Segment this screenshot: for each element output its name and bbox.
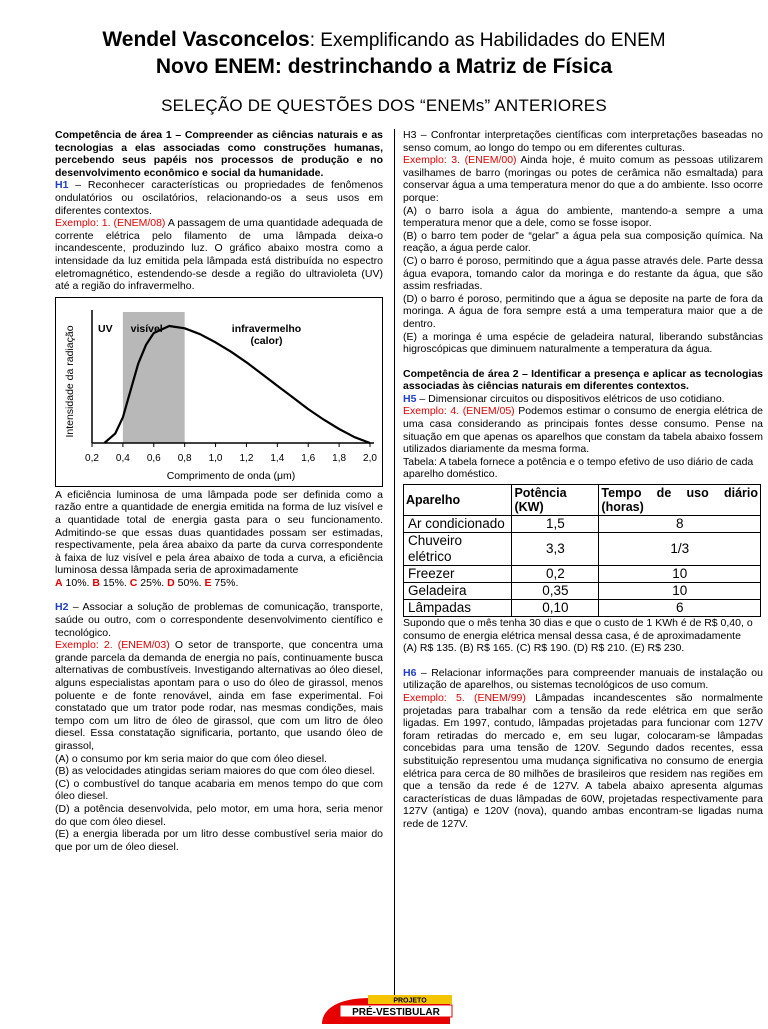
right-column [403, 129, 763, 831]
x-tick-label: 0,4 [115, 452, 130, 464]
option-text: 15%. [99, 576, 130, 589]
example-1-continuation: A eficiência luminosa de uma lâmpada pode ser definida como a razão entre a quantidade de energia emitida na forma de luz visível e a quantidade total de energia gasta para o seu funcionamento. Admitindo-se que essas duas quantidades possam ser estimadas, respectivamente, pela área abaixo da parte da curva correspondente à faixa de luz visível e pela área abaixo de toda a curva, a eficiência luminosa dessa lâmpada seria de aproximadamente [55, 488, 383, 577]
table-cell: 6 [599, 600, 761, 617]
example-4-options: (A) R$ 135. (B) R$ 165. (C) R$ 190. (D) R$ 210. (E) R$ 230. [403, 642, 685, 655]
table-cell: Chuveiro elétrico [404, 533, 512, 566]
competence-1: Competência de área 1 – Compreender as ciências naturais e as tecnologias a elas associadas como construções humanas, percebendo seus papéis nos processos de produção e no desenvolvimento econômico e social da humanidade. [55, 129, 383, 179]
table-cell: 1/3 [599, 533, 761, 566]
h2-paragraph [55, 601, 383, 639]
table-row [404, 533, 761, 566]
h3-paragraph: H3 – Confrontar interpretações científicas com interpretações baseadas no senso comum, ao longo do tempo ou em diferentes culturas. [403, 129, 763, 154]
column-divider [394, 129, 395, 1022]
table-cell: Lâmpadas [404, 600, 512, 617]
example-3-option-e: (E) a moringa é uma espécie de geladeira natural, liberando substâncias higroscópicas que diminuem naturalmente a temperatura da água. [403, 330, 763, 356]
example-1-options [55, 577, 383, 590]
table-cell: 3,3 [512, 533, 599, 566]
x-tick-label: 1,0 [208, 452, 223, 464]
table-header-time: Tempo de uso diário (horas) [599, 485, 761, 516]
table-cell: 0,10 [512, 600, 599, 617]
infrared-label: infravermelho [231, 322, 302, 335]
table-row [404, 566, 761, 583]
spectrum-chart [55, 297, 383, 487]
y-axis-label: Intensidade da radiação [64, 325, 76, 438]
example-3-option-b: (B) o barro tem poder de “gelar” a água pela sua composição química. Na reação, a água perde calor. [403, 229, 763, 255]
table-header-row [404, 485, 761, 516]
option-text: 50%. [174, 576, 205, 589]
example-2-text: O setor de transporte, que concentra uma grande parcela da demanda de energia no país, continuamente busca alternativas de combustíveis. Investigando alternativas ao óleo diesel, alguns especialistas apontam para o uso do óleo de girassol, menos poluente e de fonte renovável, ainda em fase experimental. Foi constatado que um trator pode rodar, nas mesmas condições, mais tempo com um litro de óleo de girassol, que com um litro de óleo diesel. Essa constatação significaria, portanto, que usando óleo de girassol, [55, 639, 384, 752]
x-tick-label: 0,2 [85, 452, 99, 464]
h5-label: H5 [403, 392, 417, 405]
logo-top-text: PROJETO [393, 997, 427, 1005]
x-tick-label: 1,6 [301, 452, 316, 464]
example-1 [55, 217, 383, 293]
table-cell: Freezer [404, 566, 512, 583]
h1-label: H1 [55, 179, 69, 192]
example-2-option-b: (B) as velocidades atingidas seriam maiores do que com óleo diesel. [55, 765, 375, 778]
header-author-line [0, 28, 768, 53]
h1-text: – Reconhecer características ou propriedades de fenômenos ondulatórios ou oscilatórios, relacionando-os a seus usos em diferentes contextos. [55, 179, 383, 217]
example-1-source: (ENEM/08) [110, 217, 166, 230]
example-3 [403, 154, 763, 204]
spectrum-chart-svg [56, 298, 382, 486]
option-letter: E [204, 576, 212, 589]
h6-text: – Relacionar informações para compreender manuais de instalação ou utilização de aparelhos, ou sistemas tecnológicos de uso comum. [403, 666, 763, 692]
appliance-table [403, 484, 761, 617]
h5-text: – Dimensionar circuitos ou dispositivos elétricos de uso cotidiano. [416, 392, 725, 405]
example-4-source: (ENEM/05) [459, 405, 515, 418]
header-subtitle: : Exemplificando as Habilidades do ENEM [309, 30, 666, 51]
h6-label: H6 [403, 666, 417, 679]
h2-label: H2 [55, 601, 69, 614]
example-5 [403, 692, 763, 831]
example-5-text: Lâmpadas incandescentes são normalmente projetadas para trabalhar com a tensão da rede elétrica em que serão ligadas. Em 1997, contudo, lâmpadas projetadas para funcionar com 127V foram retiradas do mercado e, em seu lugar, colocaram-se lâmpadas concebidas para uma tensão de 120V. Segundo dados recentes, essa substituição representou uma mudança significativa no consumo de energia elétrica para cerca de 80 milhões de brasileiros que residem nas regiões em que a tensão da rede é de 127V. A tabela abaixo apresenta algumas características de duas lâmpadas de 60W, projetadas respectivamente para 127V (antiga) e 120V (nova), quando ambas encontram-se ligadas numa rede de 127V. [403, 692, 763, 830]
table-cell: Geladeira [404, 583, 512, 600]
example-2-label: Exemplo: 2. [55, 639, 113, 652]
author-name: Wendel Vasconcelos [102, 28, 310, 51]
example-4-label: Exemplo: 4. [403, 405, 460, 418]
h6-paragraph [403, 667, 763, 692]
table-header-appliance: Aparelho [404, 485, 512, 516]
x-tick-label: 0,8 [177, 452, 192, 464]
example-4-continuation: Supondo que o mês tenha 30 dias e que o custo de 1 KWh é de R$ 0,40, o consumo de energia elétrica mensal dessa casa, é de aproximadamente [403, 617, 753, 642]
table-cell: Ar condicionado [404, 516, 512, 533]
example-2-option-a: (A) o consumo por km seria maior do que com óleo diesel. [55, 752, 327, 765]
example-2-option-e: (E) a energia liberada por um litro desse combustível seria maior do que por um de óleo diesel. [55, 828, 383, 853]
logo-graphic [318, 994, 456, 1024]
table-cell: 0,35 [512, 583, 599, 600]
example-5-source: (ENEM/99) [464, 692, 526, 704]
example-2-option-c: (C) o combustível do tanque acabaria em menos tempo do que com óleo diesel. [55, 777, 383, 803]
table-cell: 0,2 [512, 566, 599, 583]
competence-2: Competência de área 2 – Identificar a presença e aplicar as tecnologias associadas às ciências naturais em diferentes contextos. [403, 367, 763, 393]
x-axis-label: Comprimento de onda (μm) [166, 469, 296, 482]
h2-text: – Associar a solução de problemas de comunicação, transporte, saúde ou outro, com o correspondente desenvolvimento científico e tecnológico. [55, 601, 383, 639]
example-1-label: Exemplo: 1. [55, 217, 111, 230]
x-tick-label: 2,0 [363, 452, 377, 464]
option-letter: C [129, 576, 138, 589]
section-title: SELEÇÃO DE QUESTÕES DOS “ENEMs” ANTERIORES [161, 96, 607, 115]
example-3-source: (ENEM/00) [460, 154, 517, 167]
option-letter: A [55, 576, 63, 589]
table-caption: Tabela: A tabela fornece a potência e o tempo efetivo de uso diário de cada aparelho doméstico. [403, 455, 754, 481]
example-5-label: Exemplo: 5. [403, 692, 465, 704]
x-tick-label: 0,6 [146, 452, 161, 464]
logo-main-text: PRÉ-VESTIBULAR [352, 1007, 440, 1018]
x-tick-label: 1,2 [239, 452, 254, 464]
uv-label: UV [98, 322, 113, 335]
example-1-text: A passagem de uma quantidade adequada de corrente elétrica pelo filamento de uma lâmpada deixa-o incandescente, produzindo luz. O gráfico abaixo mostra como a intensidade da luz emitida pela lâmpada está distribuída no espectro eletromagnético, estendendo-se desde a região do ultravioleta (UV) até a região do infravermelho. [55, 217, 384, 293]
option-letter: D [167, 576, 175, 589]
table-cell: 10 [599, 566, 761, 583]
table-cell: 10 [599, 583, 761, 600]
left-column [55, 129, 383, 853]
example-2-source: (ENEM/03) [112, 639, 170, 652]
h1-paragraph [55, 179, 383, 217]
example-3-option-a: (A) o barro isola a água do ambiente, mantendo-a sempre a uma temperatura menor que a dele, como se fosse isopor. [403, 204, 763, 230]
option-text: 10%. [62, 576, 93, 589]
example-3-option-c: (C) o barro é poroso, permitindo que a água passe através dele. Parte dessa água evapora, tomando calor da moringa e do restante da água, que são assim resfriadas. [403, 254, 763, 293]
table-cell: 8 [599, 516, 761, 533]
h5-paragraph [403, 393, 763, 406]
table-cell: 1,5 [512, 516, 599, 533]
option-text: 75%. [211, 576, 239, 589]
example-4 [403, 405, 763, 455]
table-row [404, 516, 761, 533]
visible-label: visível [130, 322, 163, 335]
example-2 [55, 639, 383, 752]
x-tick-label: 1,4 [270, 452, 285, 464]
example-2-option-d: (D) a potência desenvolvida, pelo motor, em uma hora, seria menor do que com óleo diesel. [55, 802, 383, 828]
table-row [404, 583, 761, 600]
table-row [404, 600, 761, 617]
heat-label: (calor) [250, 334, 283, 347]
option-letter: B [92, 576, 100, 589]
example-3-option-d: (D) o barro é poroso, permitindo que a água se deposite na parte de fora da moringa. A água de fora sempre está a uma temperatura maior que a de dentro. [403, 292, 763, 330]
x-tick-label: 1,8 [332, 452, 347, 464]
example-3-text: Ainda hoje, é muito comum as pessoas utilizarem vasilhames de barro (moringas ou potes de cerâmica não esmaltada) para conservar água a uma temperatura menor do que a do ambiente. Isso ocorre porque: [403, 154, 763, 204]
pre-vestibular-logo [318, 994, 456, 1024]
table-header-power: Potência (KW) [512, 485, 599, 516]
option-text: 25%. [137, 576, 168, 589]
page-title: Novo ENEM: destrinchando a Matriz de Física [155, 55, 613, 78]
example-3-label: Exemplo: 3. [403, 154, 461, 167]
example-4-text: Podemos estimar o consumo de energia elétrica de uma casa considerando as principais fontes desse consumo. Pense na situação em que apenas os aparelhos que constam da tabela abaixo fossem utilizados diariamente da mesma forma. [403, 405, 763, 456]
